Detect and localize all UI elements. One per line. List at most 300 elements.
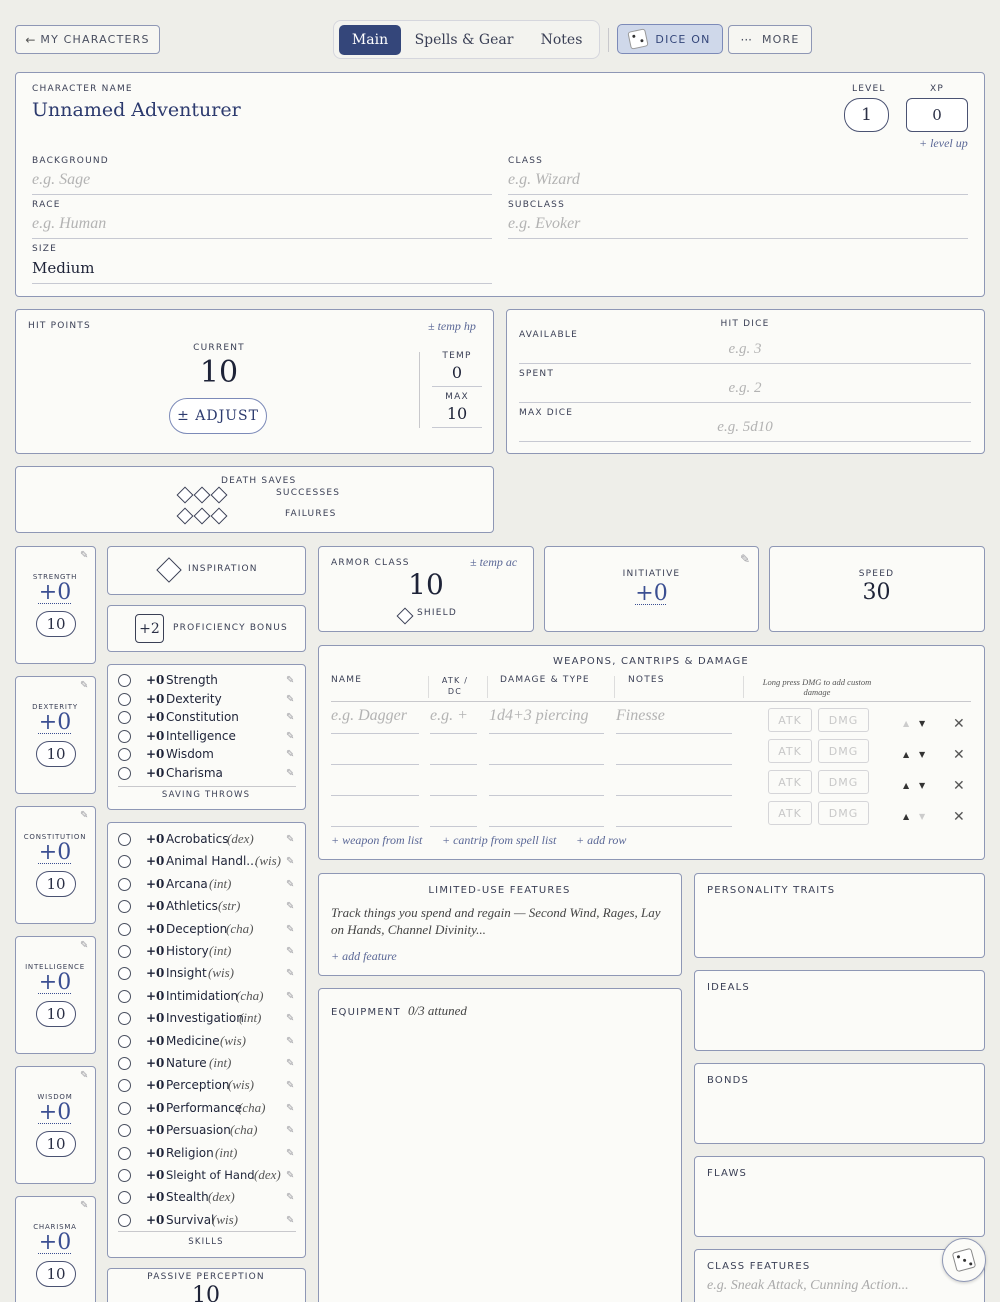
skill-modifier: +0 — [146, 899, 165, 914]
skill-modifier: +0 — [146, 876, 165, 891]
skill-ability: (int) — [209, 943, 232, 958]
limited-use-card — [318, 873, 682, 976]
background-input[interactable]: e.g. Sage — [32, 171, 492, 195]
dice-icon — [952, 1248, 976, 1272]
tab-spells-gear[interactable]: Spells & Gear — [414, 32, 514, 48]
proficiency-radio[interactable] — [118, 1057, 131, 1070]
pencil-icon[interactable]: ✎ — [740, 552, 751, 566]
move-up-icon[interactable]: ▲ — [903, 719, 910, 728]
weapon-notes-input[interactable] — [616, 769, 732, 796]
pencil-icon[interactable]: ✎ — [286, 693, 295, 705]
skill-row[interactable] — [108, 1188, 306, 1210]
skill-modifier: +0 — [146, 1168, 165, 1182]
subclass-input[interactable]: e.g. Evoker — [508, 215, 968, 239]
failure-checkbox-1[interactable] — [177, 508, 194, 525]
skill-modifier: +0 — [146, 1212, 165, 1227]
pencil-icon[interactable]: ✎ — [286, 834, 295, 845]
flaws-label: FLAWS — [707, 1168, 748, 1179]
proficiency-radio[interactable] — [118, 674, 131, 687]
equipment-label: EQUIPMENT — [331, 1007, 401, 1018]
initiative-value: +0 — [635, 581, 668, 606]
proficiency-radio[interactable] — [118, 900, 131, 913]
skill-modifier: +0 — [146, 1123, 165, 1138]
skill-ability: (wis) — [255, 853, 281, 869]
proficiency-radio[interactable] — [118, 878, 131, 891]
weapon-atk-input[interactable]: e.g. + — [430, 707, 477, 734]
pencil-icon[interactable]: ✎ — [286, 946, 295, 957]
available-input[interactable]: e.g. 3 — [519, 341, 971, 364]
hit-dice-card — [506, 309, 985, 454]
proficiency-radio[interactable] — [118, 1214, 131, 1227]
size-input[interactable]: Medium — [32, 259, 492, 284]
skill-row[interactable] — [108, 942, 306, 964]
pencil-icon[interactable]: ✎ — [286, 1080, 295, 1092]
skill-row[interactable] — [108, 1076, 306, 1098]
inspiration-diamond-icon[interactable] — [156, 557, 181, 582]
skill-row[interactable] — [108, 920, 306, 942]
temp-hp-link[interactable]: ± temp hp — [428, 319, 476, 333]
col-damage-header: DAMAGE & TYPE — [500, 675, 590, 685]
pencil-icon[interactable]: ✎ — [286, 856, 295, 868]
tab-main[interactable]: Main — [339, 25, 401, 55]
skill-modifier: +0 — [146, 1056, 165, 1070]
pencil-icon[interactable]: ✎ — [286, 1035, 295, 1047]
save-modifier: +0 — [146, 728, 165, 743]
ability-name: DEXTERITY — [32, 703, 78, 711]
proficiency-radio[interactable] — [118, 1102, 131, 1115]
more-label: MORE — [761, 33, 800, 46]
skill-name: Survival — [166, 1212, 215, 1227]
max-dice-input[interactable]: e.g. 5d10 — [519, 419, 971, 442]
ability-name: STRENGTH — [32, 573, 78, 581]
pencil-icon[interactable]: ✎ — [286, 878, 295, 890]
delete-row-icon[interactable]: ✕ — [953, 716, 965, 732]
proficiency-radio[interactable] — [118, 1147, 131, 1160]
skill-row[interactable] — [108, 1032, 306, 1054]
weapon-name-input[interactable] — [331, 769, 419, 796]
move-up-icon[interactable]: ▲ — [903, 812, 910, 821]
race-input[interactable]: e.g. Human — [32, 215, 492, 239]
weapons-hint: Long press DMG to add custom damage — [762, 677, 872, 697]
delete-row-icon[interactable]: ✕ — [953, 778, 965, 794]
proficiency-radio[interactable] — [118, 923, 131, 936]
skill-name: Deception — [166, 921, 228, 936]
dmg-roll-button[interactable]: DMG — [818, 801, 869, 825]
weapon-damage-input[interactable] — [489, 800, 604, 827]
xp-input[interactable]: 0 — [906, 98, 968, 132]
proficiency-card — [107, 605, 306, 652]
save-modifier: +0 — [146, 691, 165, 706]
initiative-label: INITIATIVE — [622, 569, 681, 579]
save-modifier: +0 — [146, 765, 165, 780]
attuned-count: 0/3 attuned — [408, 1003, 467, 1018]
skill-modifier: +0 — [146, 944, 165, 958]
temp-hp-input[interactable]: 0 — [432, 363, 482, 387]
ability-score[interactable]: 10 — [36, 1001, 76, 1027]
armor-class-value[interactable]: 10 — [408, 568, 444, 601]
proficiency-radio[interactable] — [118, 833, 131, 846]
skill-ability: (wis) — [228, 1077, 254, 1093]
skill-ability: (wis) — [220, 1032, 246, 1048]
pencil-icon[interactable]: ✎ — [286, 1192, 295, 1204]
weapon-name-input[interactable] — [331, 800, 419, 827]
skill-name: Intimidation — [166, 988, 239, 1003]
dmg-roll-button[interactable]: DMG — [818, 739, 869, 763]
temp-ac-link[interactable]: ± temp ac — [470, 555, 518, 569]
atk-roll-button[interactable]: ATK — [768, 739, 812, 763]
current-hp-label: CURRENT — [193, 343, 245, 353]
pencil-icon[interactable]: ✎ — [286, 675, 295, 686]
skill-modifier: +0 — [146, 966, 165, 981]
floating-dice-button[interactable] — [942, 1238, 986, 1282]
skill-row[interactable] — [108, 875, 306, 897]
skill-name: Athletics — [166, 899, 218, 914]
bonds-card[interactable] — [694, 1063, 985, 1144]
level-up-link[interactable]: + level up — [919, 136, 968, 150]
skill-modifier: +0 — [146, 988, 165, 1003]
dice-toggle-button[interactable] — [617, 24, 723, 54]
ability-modifier: +0 — [38, 710, 72, 735]
skills-label: SKILLS — [188, 1237, 224, 1247]
more-button[interactable] — [728, 25, 812, 54]
skill-row[interactable] — [108, 852, 306, 874]
subclass-label: SUBCLASS — [508, 200, 566, 210]
armor-class-label: ARMOR CLASS — [331, 558, 410, 568]
saving-throws-card — [107, 664, 306, 810]
skill-name: Nature — [166, 1056, 207, 1070]
col-name-header: NAME — [331, 675, 363, 685]
col-atk-header: ATK / DC — [441, 676, 469, 696]
tab-bar — [333, 20, 600, 59]
skill-ability: (dex) — [227, 831, 254, 846]
skill-modifier: +0 — [146, 1033, 165, 1048]
ability-modifier: +0 — [38, 840, 72, 865]
armor-class-card — [318, 546, 534, 632]
hit-points-label: HIT POINTS — [28, 321, 91, 331]
equipment-card — [318, 988, 682, 1302]
proficiency-radio[interactable] — [118, 1035, 131, 1048]
speed-label: SPEED — [858, 569, 895, 579]
ability-modifier: +0 — [38, 580, 72, 605]
add-feature-link[interactable]: + add feature — [331, 949, 397, 963]
weapon-damage-input[interactable] — [489, 769, 604, 796]
col-divider-1 — [428, 676, 429, 698]
character-name-label: CHARACTER NAME — [32, 84, 133, 94]
skills-divider — [118, 1231, 296, 1232]
weapons-card — [318, 645, 985, 860]
skill-row[interactable] — [108, 1211, 306, 1233]
proficiency-radio[interactable] — [118, 1169, 131, 1182]
skill-row[interactable] — [108, 1009, 306, 1031]
ideals-card[interactable] — [694, 970, 985, 1051]
skill-modifier: +0 — [146, 1100, 165, 1115]
save-modifier: +0 — [146, 673, 165, 687]
personality-traits-label: PERSONALITY TRAITS — [707, 885, 836, 896]
move-down-icon[interactable]: ▼ — [919, 750, 926, 759]
skill-ability: (str) — [218, 898, 241, 914]
death-saves-card — [15, 466, 494, 533]
ability-card-intelligence[interactable] — [15, 936, 96, 1054]
pencil-icon[interactable]: ✎ — [286, 1147, 295, 1159]
skill-name: Persuasion — [166, 1123, 231, 1138]
level-label: LEVEL — [852, 84, 886, 94]
ability-score[interactable]: 10 — [36, 1131, 76, 1157]
add-row-link[interactable]: + add row — [576, 833, 627, 847]
move-down-icon[interactable]: ▼ — [919, 781, 926, 790]
pencil-icon[interactable]: ✎ — [80, 810, 89, 821]
dmg-roll-button[interactable]: DMG — [818, 708, 869, 732]
skill-row[interactable] — [108, 1121, 306, 1143]
atk-roll-button[interactable]: ATK — [768, 801, 812, 825]
current-hp-value[interactable]: 10 — [199, 355, 239, 390]
weapon-name-input[interactable] — [331, 738, 419, 765]
proficiency-radio[interactable] — [118, 1012, 131, 1025]
bonds-label: BONDS — [707, 1075, 750, 1086]
skill-ability: (int) — [215, 1144, 238, 1160]
hit-dice-label: HIT DICE — [720, 319, 770, 329]
arrow-left-icon: ← — [25, 32, 36, 47]
skill-ability: (dex) — [208, 1189, 235, 1205]
skill-name: Animal Handl... — [166, 854, 258, 869]
move-down-icon[interactable]: ▼ — [919, 812, 926, 821]
skill-ability: (int) — [239, 1010, 262, 1026]
ability-card-dexterity[interactable] — [15, 676, 96, 794]
add-weapon-link[interactable]: + weapon from list — [331, 833, 423, 847]
ellipsis-icon: ··· — [740, 32, 752, 47]
successes-label: SUCCESSES — [276, 488, 341, 498]
delete-row-icon[interactable]: ✕ — [953, 747, 965, 763]
save-name: Dexterity — [166, 691, 222, 706]
ability-name: CHARISMA — [33, 1223, 77, 1231]
failure-checkbox-3[interactable] — [211, 508, 228, 525]
weapon-notes-input[interactable] — [616, 800, 732, 827]
skill-ability: (cha) — [238, 1099, 266, 1115]
failure-checkbox-2[interactable] — [194, 508, 211, 525]
skill-row[interactable] — [108, 830, 306, 852]
skill-name: Arcana — [166, 876, 208, 891]
skill-row[interactable] — [108, 987, 306, 1009]
pencil-icon[interactable]: ✎ — [286, 923, 295, 935]
skill-name: Performance — [166, 1100, 243, 1115]
skill-name: Religion — [166, 1145, 214, 1160]
pencil-icon[interactable]: ✎ — [286, 1102, 295, 1114]
move-up-icon[interactable]: ▲ — [903, 781, 910, 790]
skill-row[interactable] — [108, 1144, 306, 1166]
my-characters-button[interactable] — [15, 25, 160, 54]
proficiency-radio[interactable] — [118, 767, 131, 780]
pencil-icon[interactable]: ✎ — [80, 550, 89, 561]
hit-points-card — [15, 309, 494, 454]
pencil-icon[interactable]: ✎ — [286, 1170, 295, 1181]
pencil-icon[interactable]: ✎ — [80, 940, 89, 951]
pencil-icon[interactable]: ✎ — [286, 990, 295, 1002]
dmg-roll-button[interactable]: DMG — [818, 770, 869, 794]
weapon-atk-input[interactable] — [430, 800, 477, 827]
pencil-icon[interactable]: ✎ — [286, 749, 295, 760]
save-row-charisma[interactable] — [108, 764, 306, 786]
spent-input[interactable]: e.g. 2 — [519, 380, 971, 403]
pencil-icon[interactable]: ✎ — [286, 968, 295, 980]
proficiency-radio[interactable] — [118, 945, 131, 958]
proficiency-radio[interactable] — [118, 730, 131, 743]
ability-card-constitution[interactable] — [15, 806, 96, 924]
spent-label: SPENT — [519, 369, 555, 379]
skill-modifier: +0 — [146, 854, 165, 869]
proficiency-radio[interactable] — [118, 967, 131, 980]
class-input[interactable]: e.g. Wizard — [508, 171, 968, 195]
save-modifier: +0 — [146, 747, 165, 761]
max-hp-input[interactable]: 10 — [432, 404, 482, 428]
skill-name: History — [166, 944, 209, 958]
move-up-icon[interactable]: ▲ — [903, 750, 910, 759]
header-divider — [331, 701, 971, 702]
shield-label: SHIELD — [417, 608, 457, 618]
ability-card-wisdom[interactable] — [15, 1066, 96, 1184]
ideals-label: IDEALS — [707, 982, 750, 993]
ability-modifier: +0 — [38, 1100, 72, 1125]
weapon-notes-input[interactable] — [616, 738, 732, 765]
proficiency-radio[interactable] — [118, 1124, 131, 1137]
delete-row-icon[interactable]: ✕ — [953, 809, 965, 825]
class-features-label: CLASS FEATURES — [707, 1261, 811, 1272]
initiative-card[interactable] — [544, 546, 759, 632]
max-hp-label: MAX — [445, 392, 469, 402]
adjust-hp-button[interactable]: ± ADJUST — [169, 398, 267, 434]
class-label: CLASS — [508, 156, 544, 166]
save-name: Strength — [166, 673, 218, 687]
character-header-card — [15, 72, 985, 297]
tab-notes[interactable]: Notes — [540, 32, 583, 48]
weapon-damage-input[interactable] — [489, 738, 604, 765]
skill-row[interactable] — [108, 964, 306, 986]
level-input[interactable]: 1 — [844, 98, 889, 132]
skill-modifier: +0 — [146, 832, 165, 846]
skills-card — [107, 822, 306, 1258]
skill-row[interactable] — [108, 897, 306, 919]
skill-row[interactable] — [108, 1099, 306, 1121]
weapon-name-input[interactable]: e.g. Dagger — [331, 707, 419, 734]
skill-ability: (int) — [209, 875, 232, 891]
skill-name: Perception — [166, 1078, 230, 1093]
skill-ability: (wis) — [212, 1211, 238, 1227]
weapon-atk-input[interactable] — [430, 738, 477, 765]
success-checkbox-3[interactable] — [211, 487, 228, 504]
limited-use-title: LIMITED-USE FEATURES — [428, 885, 571, 896]
weapon-atk-input[interactable] — [430, 769, 477, 796]
inspiration-card[interactable] — [107, 546, 306, 595]
proficiency-radio[interactable] — [118, 748, 131, 761]
proficiency-radio[interactable] — [118, 1079, 131, 1092]
weapon-notes-input[interactable]: Finesse — [616, 707, 732, 734]
pencil-icon[interactable]: ✎ — [286, 767, 295, 779]
save-name: Intelligence — [166, 728, 236, 743]
skill-name: Investigation — [166, 1011, 244, 1026]
save-modifier: +0 — [146, 710, 165, 724]
temp-hp-label: TEMP — [442, 351, 472, 361]
ability-card-charisma[interactable] — [15, 1196, 96, 1302]
saves-divider — [118, 786, 296, 787]
skill-row[interactable] — [108, 1166, 306, 1188]
ability-name: CONSTITUTION — [23, 833, 87, 841]
inspiration-label: INSPIRATION — [188, 564, 258, 574]
class-features-input[interactable]: e.g. Sneak Attack, Cunning Action... — [707, 1278, 909, 1293]
ability-score[interactable]: 10 — [36, 1261, 76, 1287]
skill-modifier: +0 — [146, 921, 165, 936]
skill-row[interactable] — [108, 1054, 306, 1076]
pencil-icon[interactable]: ✎ — [286, 1058, 295, 1069]
atk-roll-button[interactable]: ATK — [768, 770, 812, 794]
proficiency-radio[interactable] — [118, 693, 131, 706]
speed-value[interactable]: 30 — [862, 580, 891, 605]
nav-divider — [608, 28, 609, 52]
ability-card-strength[interactable] — [15, 546, 96, 664]
ability-score[interactable]: 10 — [36, 871, 76, 897]
proficiency-radio[interactable] — [118, 855, 131, 868]
success-checkbox-2[interactable] — [194, 487, 211, 504]
success-checkbox-1[interactable] — [177, 487, 194, 504]
max-dice-label: MAX DICE — [519, 408, 574, 418]
flaws-card[interactable] — [694, 1156, 985, 1237]
skill-modifier: +0 — [146, 1078, 165, 1093]
pencil-icon[interactable]: ✎ — [286, 712, 295, 723]
pencil-icon[interactable]: ✎ — [80, 680, 89, 691]
weapon-damage-input[interactable]: 1d4+3 piercing — [489, 707, 604, 734]
size-label: SIZE — [32, 244, 58, 254]
pencil-icon[interactable]: ✎ — [286, 901, 295, 913]
background-label: BACKGROUND — [32, 156, 109, 166]
skill-ability: (cha) — [236, 987, 264, 1003]
pencil-icon[interactable]: ✎ — [286, 730, 295, 742]
skill-name: Medicine — [166, 1033, 220, 1048]
ability-modifier: +0 — [38, 1230, 72, 1255]
saving-throws-label: SAVING THROWS — [161, 790, 251, 800]
move-down-icon[interactable]: ▼ — [919, 719, 926, 728]
race-label: RACE — [32, 200, 61, 210]
atk-roll-button[interactable]: ATK — [768, 708, 812, 732]
personality-traits-card[interactable] — [694, 873, 985, 958]
skill-name: Stealth — [166, 1190, 209, 1205]
passive-perception-value: 10 — [192, 1283, 220, 1302]
pencil-icon[interactable]: ✎ — [286, 1125, 295, 1137]
save-name: Wisdom — [166, 747, 214, 761]
shield-checkbox[interactable] — [397, 608, 414, 625]
col-divider-2 — [487, 676, 488, 698]
dice-label: DICE ON — [655, 32, 711, 46]
col-notes-header: NOTES — [628, 675, 665, 685]
ability-name: INTELLIGENCE — [25, 963, 85, 971]
skill-name: Insight — [166, 966, 207, 981]
proficiency-radio[interactable] — [118, 711, 131, 724]
pencil-icon[interactable]: ✎ — [80, 1070, 89, 1081]
save-name: Constitution — [166, 710, 239, 724]
pencil-icon[interactable]: ✎ — [286, 1013, 295, 1025]
proficiency-radio[interactable] — [118, 990, 131, 1003]
pencil-icon[interactable]: ✎ — [80, 1200, 89, 1211]
dice-icon — [628, 28, 649, 49]
ability-modifier: +0 — [38, 970, 72, 995]
hp-divider — [419, 352, 420, 428]
ability-score[interactable]: 10 — [36, 611, 76, 637]
add-cantrip-link[interactable]: + cantrip from spell list — [442, 833, 557, 847]
ability-score[interactable]: 10 — [36, 741, 76, 767]
skill-name: Acrobatics — [166, 832, 229, 846]
pencil-icon[interactable]: ✎ — [286, 1214, 295, 1226]
ability-name: WISDOM — [37, 1093, 73, 1101]
skill-name: Sleight of Hand — [166, 1168, 255, 1182]
character-name-input[interactable]: Unnamed Adventurer — [32, 99, 241, 121]
failures-label: FAILURES — [285, 509, 337, 519]
proficiency-radio[interactable] — [118, 1191, 131, 1204]
